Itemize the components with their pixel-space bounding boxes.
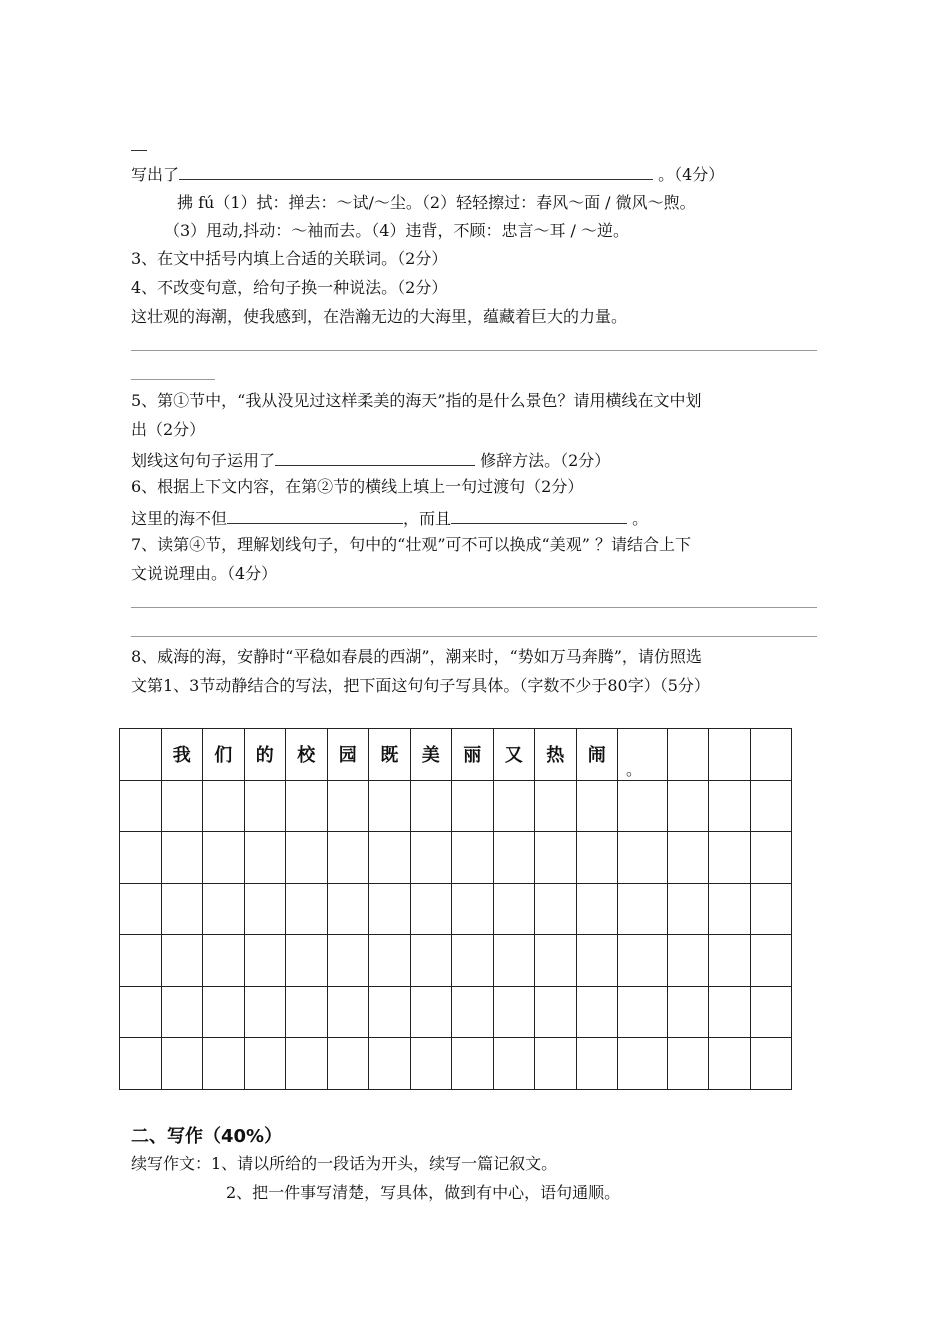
grid-cell[interactable] xyxy=(709,832,751,884)
grid-cell[interactable] xyxy=(244,986,286,1038)
grid-cell[interactable] xyxy=(576,935,618,987)
q-intro-suffix: 。（4分） xyxy=(653,165,725,184)
grid-cell[interactable] xyxy=(709,780,751,832)
question-5-line-3 xyxy=(131,449,610,471)
grid-cell[interactable] xyxy=(493,935,535,987)
grid-cell[interactable] xyxy=(327,832,369,884)
grid-cell[interactable] xyxy=(161,935,203,987)
grid-cell[interactable] xyxy=(120,780,162,832)
grid-cell[interactable] xyxy=(709,883,751,935)
grid-cell[interactable]: 热 xyxy=(535,729,577,781)
question-5-line-2: 出（2分） xyxy=(131,420,206,439)
grid-cell[interactable] xyxy=(750,935,792,987)
grid-cell[interactable] xyxy=(120,832,162,884)
grid-cell[interactable] xyxy=(618,780,668,832)
grid-cell[interactable] xyxy=(203,935,245,987)
answer-line-short[interactable] xyxy=(131,379,215,380)
definition-line-1: 拂 fú（1）拭：掸去：～试/～尘。（2）轻轻擦过：春风～面 / 微风～煦。 xyxy=(177,193,696,212)
fill-dash xyxy=(131,150,147,151)
grid-cell[interactable] xyxy=(286,1038,328,1090)
grid-cell[interactable]: 园 xyxy=(327,729,369,781)
grid-cell[interactable] xyxy=(410,883,452,935)
grid-cell[interactable] xyxy=(618,832,668,884)
grid-cell[interactable] xyxy=(618,883,668,935)
grid-cell[interactable] xyxy=(120,1038,162,1090)
grid-cell[interactable]: 闹 xyxy=(576,729,618,781)
grid-cell[interactable] xyxy=(244,935,286,987)
grid-cell[interactable] xyxy=(452,986,494,1038)
grid-cell[interactable] xyxy=(327,883,369,935)
question-6-prompt: 6、根据上下文内容，在第②节的横线上填上一句过渡句（2分） xyxy=(131,477,584,496)
grid-cell[interactable] xyxy=(286,935,328,987)
grid-cell[interactable] xyxy=(750,1038,792,1090)
grid-cell[interactable] xyxy=(493,1038,535,1090)
grid-cell[interactable] xyxy=(493,832,535,884)
writing-grid[interactable] xyxy=(119,728,792,1090)
grid-cell[interactable]: 。 xyxy=(618,729,668,781)
grid-cell[interactable] xyxy=(410,935,452,987)
grid-cell[interactable] xyxy=(120,883,162,935)
grid-cell[interactable] xyxy=(667,780,709,832)
grid-cell[interactable] xyxy=(667,986,709,1038)
definition-line-2: （3）甩动,抖动：～袖而去。（4）违背，不顾：忠言～耳 / ～逆。 xyxy=(164,221,630,240)
grid-cell[interactable] xyxy=(369,883,411,935)
question-4-prompt: 4、不改变句意，给句子换一种说法。（2分） xyxy=(131,278,448,297)
grid-cell[interactable] xyxy=(750,780,792,832)
grid-cell[interactable] xyxy=(452,780,494,832)
grid-cell[interactable] xyxy=(709,935,751,987)
grid-cell[interactable] xyxy=(161,832,203,884)
grid-cell[interactable] xyxy=(286,883,328,935)
grid-cell[interactable] xyxy=(203,986,245,1038)
grid-cell[interactable]: 的 xyxy=(244,729,286,781)
answer-blank[interactable] xyxy=(179,163,653,180)
grid-row xyxy=(120,935,792,987)
grid-cell[interactable] xyxy=(286,832,328,884)
grid-cell[interactable] xyxy=(286,780,328,832)
section-2-heading: 二、写作（40%） xyxy=(131,1126,283,1147)
grid-cell[interactable] xyxy=(618,935,668,987)
grid-cell[interactable] xyxy=(327,1038,369,1090)
grid-row xyxy=(120,780,792,832)
answer-line[interactable] xyxy=(131,607,817,608)
answer-line[interactable] xyxy=(131,350,817,351)
grid-cell[interactable] xyxy=(750,986,792,1038)
grid-cell[interactable] xyxy=(535,1038,577,1090)
q5-suffix: 修辞方法。（2分） xyxy=(475,451,611,470)
grid-cell[interactable] xyxy=(161,883,203,935)
grid-cell[interactable] xyxy=(535,883,577,935)
grid-cell[interactable] xyxy=(120,729,162,781)
grid-cell[interactable] xyxy=(750,832,792,884)
grid-cell[interactable] xyxy=(452,935,494,987)
grid-cell[interactable] xyxy=(369,1038,411,1090)
grid-cell[interactable] xyxy=(203,780,245,832)
q5-prefix: 划线这句句子运用了 xyxy=(131,451,276,470)
grid-cell[interactable] xyxy=(369,986,411,1038)
grid-cell[interactable] xyxy=(618,986,668,1038)
question-8-line-2: 文第1、3节动静结合的写法，把下面这句句子写具体。（字数不少于80字）（5分） xyxy=(131,676,710,695)
grid-cell[interactable]: 美 xyxy=(410,729,452,781)
grid-cell[interactable] xyxy=(667,1038,709,1090)
answer-blank[interactable] xyxy=(275,449,475,466)
grid-cell[interactable] xyxy=(576,986,618,1038)
grid-cell[interactable] xyxy=(161,1038,203,1090)
grid-cell[interactable] xyxy=(618,1038,668,1090)
q6-suffix: 。 xyxy=(627,509,649,528)
question-6-fill xyxy=(131,507,648,529)
grid-cell[interactable] xyxy=(244,832,286,884)
grid-cell[interactable] xyxy=(369,780,411,832)
grid-cell[interactable] xyxy=(410,832,452,884)
grid-cell[interactable]: 丽 xyxy=(452,729,494,781)
grid-cell[interactable] xyxy=(667,729,709,781)
grid-cell[interactable] xyxy=(244,1038,286,1090)
grid-cell[interactable] xyxy=(203,832,245,884)
grid-row xyxy=(120,883,792,935)
grid-cell[interactable] xyxy=(667,935,709,987)
grid-cell[interactable] xyxy=(244,780,286,832)
grid-cell[interactable] xyxy=(452,883,494,935)
grid-cell[interactable] xyxy=(576,883,618,935)
grid-cell[interactable] xyxy=(120,935,162,987)
grid-cell[interactable] xyxy=(203,1038,245,1090)
question-4-sentence: 这壮观的海潮，使我感到，在浩瀚无边的大海里，蕴藏着巨大的力量。 xyxy=(131,307,628,326)
grid-cell[interactable] xyxy=(667,832,709,884)
grid-cell[interactable] xyxy=(161,986,203,1038)
grid-cell[interactable] xyxy=(535,832,577,884)
question-8-line-1: 8、威海的海，安静时“平稳如春晨的西湖”，潮来时，“势如万马奔腾”，请仿照选 xyxy=(131,647,702,666)
grid-cell[interactable] xyxy=(535,780,577,832)
q-intro-line xyxy=(131,163,724,185)
grid-row xyxy=(120,1038,792,1090)
grid-row xyxy=(120,986,792,1038)
q6-prefix: 这里的海不但 xyxy=(131,509,228,528)
grid-cell[interactable]: 既 xyxy=(369,729,411,781)
grid-cell[interactable] xyxy=(410,780,452,832)
grid-cell[interactable]: 我 xyxy=(161,729,203,781)
grid-cell[interactable]: 校 xyxy=(286,729,328,781)
question-7-line-2: 文说说理由。（4分） xyxy=(131,564,278,583)
answer-blank[interactable] xyxy=(451,507,627,524)
grid-cell[interactable] xyxy=(327,780,369,832)
section-2-line-1: 续写作文：1、请以所给的一段话为开头，续写一篇记叙文。 xyxy=(131,1154,558,1173)
grid-cell[interactable]: 们 xyxy=(203,729,245,781)
grid-cell[interactable] xyxy=(750,729,792,781)
grid-cell[interactable] xyxy=(120,986,162,1038)
grid-cell[interactable] xyxy=(709,1038,751,1090)
grid-cell[interactable] xyxy=(452,832,494,884)
grid-cell[interactable] xyxy=(493,986,535,1038)
section-2-line-2: 2、把一件事写清楚，写具体，做到有中心，语句通顺。 xyxy=(226,1183,621,1202)
grid-cell[interactable] xyxy=(452,1038,494,1090)
grid-row xyxy=(120,729,792,781)
grid-cell[interactable]: 又 xyxy=(493,729,535,781)
question-7-line-1: 7、读第④节，理解划线句子，句中的“壮观”可不可以换成“美观” ？请结合上下 xyxy=(131,535,691,554)
grid-cell[interactable] xyxy=(667,883,709,935)
grid-cell[interactable] xyxy=(369,935,411,987)
grid-cell[interactable] xyxy=(286,986,328,1038)
grid-cell[interactable] xyxy=(369,832,411,884)
grid-cell[interactable] xyxy=(327,935,369,987)
q6-middle: ，而且 xyxy=(403,509,452,528)
question-5-line-1: 5、第①节中，“我从没见过这样柔美的海天”指的是什么景色？请用横线在文中划 xyxy=(131,391,702,410)
question-3: 3、在文中括号内填上合适的关联词。（2分） xyxy=(131,249,448,268)
grid-cell[interactable] xyxy=(493,883,535,935)
grid-cell[interactable] xyxy=(244,883,286,935)
grid-cell[interactable] xyxy=(327,986,369,1038)
grid-cell[interactable] xyxy=(576,832,618,884)
grid-cell[interactable] xyxy=(535,986,577,1038)
grid-cell[interactable] xyxy=(576,1038,618,1090)
q-intro-prefix: 写出了 xyxy=(131,165,180,184)
answer-line[interactable] xyxy=(131,636,817,637)
grid-cell[interactable] xyxy=(750,883,792,935)
answer-blank[interactable] xyxy=(227,507,403,524)
grid-cell[interactable] xyxy=(410,1038,452,1090)
grid-cell[interactable] xyxy=(709,729,751,781)
grid-cell[interactable] xyxy=(410,986,452,1038)
grid-cell[interactable] xyxy=(535,935,577,987)
grid-cell[interactable] xyxy=(493,780,535,832)
grid-cell[interactable] xyxy=(576,780,618,832)
grid-row xyxy=(120,832,792,884)
grid-cell[interactable] xyxy=(709,986,751,1038)
grid-cell[interactable] xyxy=(203,883,245,935)
grid-cell[interactable] xyxy=(161,780,203,832)
